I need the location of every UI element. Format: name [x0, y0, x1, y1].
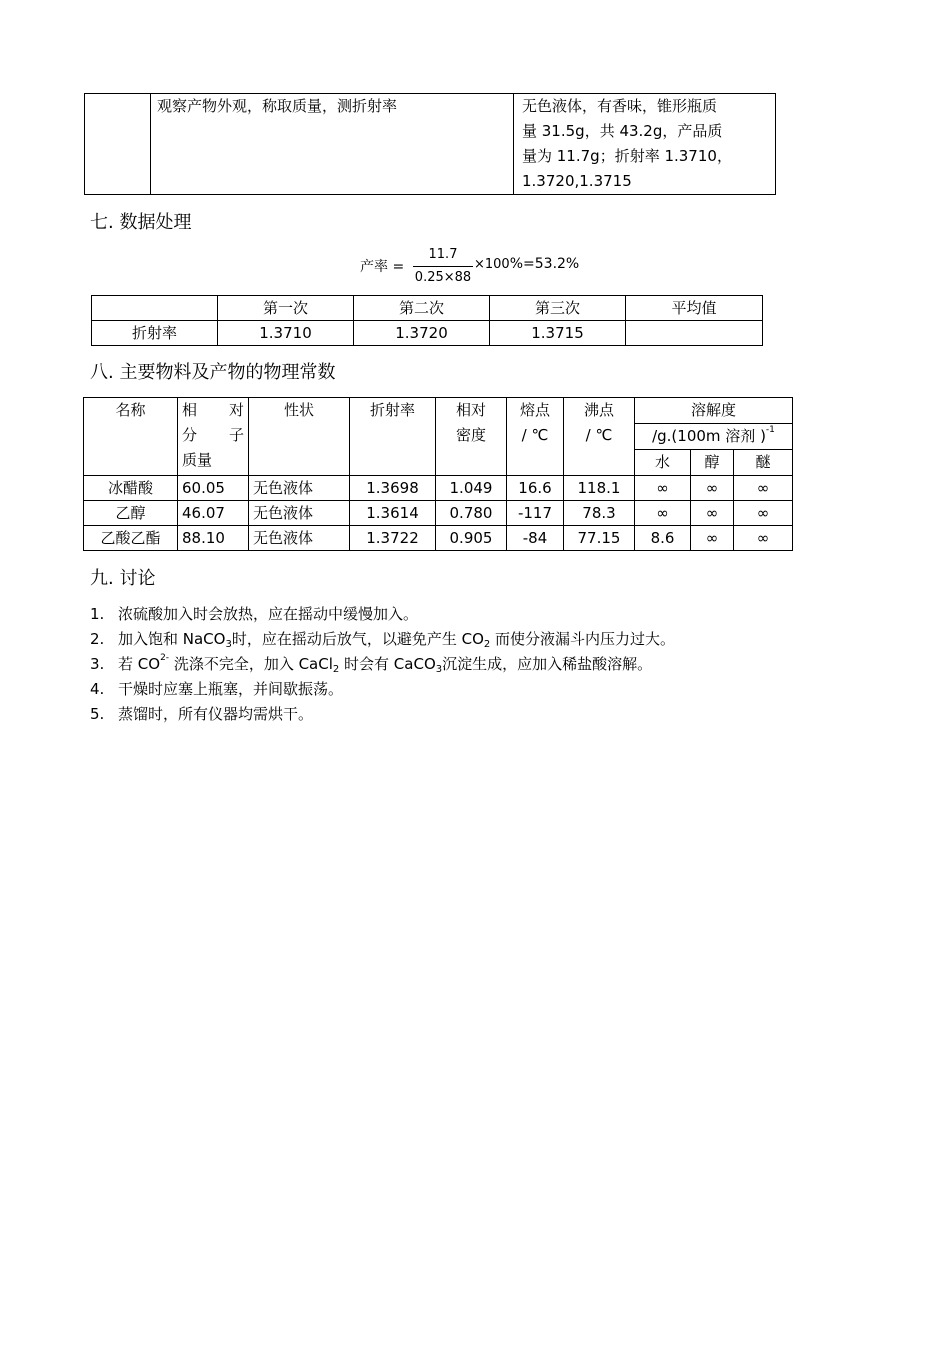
header-water: 水 — [635, 450, 691, 476]
table-cell: 1.3720 — [354, 321, 490, 346]
table-cell: -117 — [507, 501, 564, 526]
header-text: 相 — [182, 401, 198, 419]
observation-line: 量为 11.7g；折射率 1.3710， — [522, 147, 732, 165]
table-cell: 1.3722 — [350, 526, 436, 551]
table-cell: 1.049 — [436, 476, 507, 501]
table-cell: 16.6 — [507, 476, 564, 501]
header-cell: 第二次 — [354, 296, 490, 321]
table-cell: ∞ — [734, 501, 793, 526]
observation-line: 量 31.5g，共 43.2g，产品质 — [522, 122, 723, 140]
list-text: 而使分液漏斗内压力过大。 — [490, 630, 676, 648]
list-number: 2. — [90, 630, 105, 648]
observation-cell — [514, 94, 776, 195]
header-text: 分 — [182, 426, 198, 444]
table-header-row — [92, 296, 763, 321]
header-state: 性状 — [249, 398, 350, 476]
list-number: 5. — [90, 705, 105, 723]
row-label: 折射率 — [92, 321, 218, 346]
header-text: / ℃ — [521, 426, 549, 444]
step-cell — [85, 94, 151, 195]
list-text: 若 CO — [118, 655, 161, 673]
header-cell: 第三次 — [490, 296, 626, 321]
table-cell: 118.1 — [564, 476, 635, 501]
table-cell: ∞ — [635, 476, 691, 501]
header-text: 熔点 — [519, 401, 550, 419]
table-row — [92, 321, 763, 346]
table-cell: 88.10 — [178, 526, 249, 551]
list-item — [90, 652, 850, 677]
formula-result: %=53.2% — [509, 256, 580, 272]
table-cell: 无色液体 — [249, 526, 350, 551]
list-text: 洗涤不完全，加入 CaCl — [169, 655, 333, 673]
list-text: 蒸馏时，所有仪器均需烘干。 — [118, 705, 314, 723]
table-cell: 0.780 — [436, 501, 507, 526]
header-text: 沸点 — [583, 401, 614, 419]
table-cell: ∞ — [734, 526, 793, 551]
table-cell: 冰醋酸 — [84, 476, 178, 501]
table-cell: ∞ — [691, 476, 734, 501]
table-cell: ∞ — [691, 501, 734, 526]
formula-times: ×100 — [474, 257, 510, 272]
header-text: 质量 — [182, 451, 213, 469]
list-text: 加入饱和 NaCO — [118, 630, 226, 648]
refractive-index-table — [91, 295, 763, 346]
header-boiling-point — [564, 398, 635, 476]
table-row — [84, 526, 793, 551]
list-text: 浓硫酸加入时会放热，应在摇动中缓慢加入。 — [118, 605, 419, 623]
procedure-table — [84, 93, 776, 195]
table-cell: 1.3715 — [490, 321, 626, 346]
table-cell: 1.3698 — [350, 476, 436, 501]
subscript: 2 — [332, 664, 340, 675]
list-text: 时，应在摇动后放气，以避免产生 CO — [231, 630, 484, 648]
section-heading-physical-constants: 八. 主要物料及产物的物理常数 — [90, 362, 336, 383]
header-text: / ℃ — [585, 426, 613, 444]
header-solubility-unit — [635, 424, 793, 450]
fraction-bar — [413, 266, 473, 267]
procedure-cell: 观察产物外观，称取质量，测折射率 — [151, 94, 514, 195]
discussion-list — [90, 602, 850, 727]
formula-numerator: 11.7 — [428, 247, 458, 262]
list-number: 4. — [90, 680, 105, 698]
table-cell: 乙醇 — [84, 501, 178, 526]
list-text: 沉淀生成，应加入稀盐酸溶解。 — [442, 655, 653, 673]
observation-line: 1.3720,1.3715 — [522, 172, 632, 190]
header-refractive-index: 折射率 — [350, 398, 436, 476]
header-density — [436, 398, 507, 476]
header-alcohol: 醇 — [691, 450, 734, 476]
table-header-row — [84, 398, 793, 424]
subscript: 2 — [483, 639, 491, 650]
section-heading-data-processing: 七. 数据处理 — [90, 212, 192, 233]
header-text: /g.(100m 溶剂 ) — [652, 427, 766, 445]
table-cell: -84 — [507, 526, 564, 551]
table-cell: 60.05 — [178, 476, 249, 501]
header-name: 名称 — [84, 398, 178, 476]
table-cell: 0.905 — [436, 526, 507, 551]
list-number: 1. — [90, 605, 105, 623]
table-row — [84, 501, 793, 526]
superscript: 2- — [160, 653, 170, 663]
table-cell: ∞ — [635, 501, 691, 526]
table-cell: ∞ — [691, 526, 734, 551]
table-cell: 1.3614 — [350, 501, 436, 526]
table-cell: 77.15 — [564, 526, 635, 551]
section-heading-discussion: 九. 讨论 — [90, 568, 156, 589]
header-molecular-weight — [178, 398, 249, 476]
procedure-row — [85, 94, 776, 195]
header-solubility — [635, 398, 793, 424]
list-item — [90, 627, 850, 652]
list-text: 干燥时应塞上瓶塞，并间歇振荡。 — [118, 680, 344, 698]
header-text: 相对 — [455, 401, 486, 419]
list-item — [90, 677, 850, 702]
table-cell: 46.07 — [178, 501, 249, 526]
header-cell: 第一次 — [218, 296, 354, 321]
formula-denominator: 0.25×88 — [414, 270, 472, 285]
table-cell: 78.3 — [564, 501, 635, 526]
table-cell: 无色液体 — [249, 476, 350, 501]
table-cell: ∞ — [734, 476, 793, 501]
observation-line: 无色液体，有香味，锥形瓶质 — [522, 97, 718, 115]
superscript: -1 — [765, 425, 775, 435]
formula-lhs: 产率 = — [360, 259, 405, 275]
list-item — [90, 602, 850, 627]
formula-rhs — [474, 256, 579, 272]
header-text: 密度 — [455, 426, 486, 444]
table-cell: 乙酸乙酯 — [84, 526, 178, 551]
header-melting-point — [507, 398, 564, 476]
table-cell: 1.3710 — [218, 321, 354, 346]
header-cell — [92, 296, 218, 321]
physical-constants-table — [83, 397, 793, 551]
header-ether: 醚 — [734, 450, 793, 476]
table-cell: 8.6 — [635, 526, 691, 551]
header-text: 子 — [228, 426, 244, 444]
header-text: 对 — [228, 401, 244, 419]
list-number: 3. — [90, 655, 105, 673]
formula-fraction — [413, 246, 473, 287]
table-cell — [626, 321, 763, 346]
subscript: 3 — [225, 639, 232, 650]
subscript: 3 — [435, 664, 443, 675]
header-text: 溶解度 — [690, 401, 736, 419]
table-cell: 无色液体 — [249, 501, 350, 526]
header-cell: 平均值 — [626, 296, 763, 321]
table-row — [84, 476, 793, 501]
list-item — [90, 702, 850, 727]
list-text: 时会有 CaCO — [339, 655, 436, 673]
